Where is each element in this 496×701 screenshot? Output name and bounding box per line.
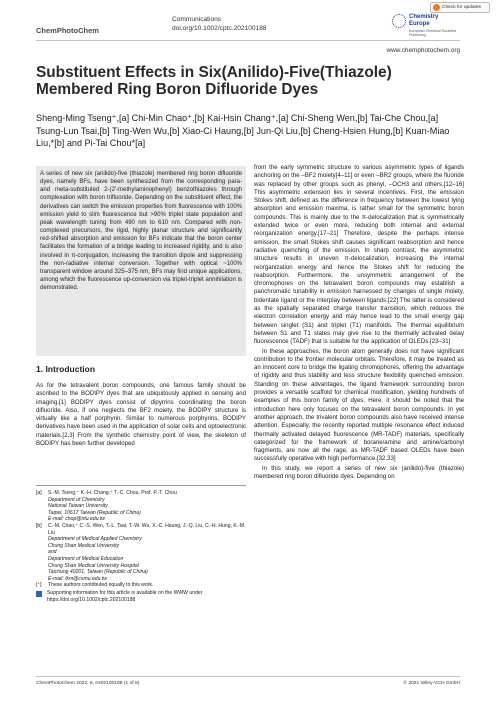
check-updates-label: Check for updates xyxy=(442,5,481,10)
affiliation-b-email[interactable]: E-mail: lkm@csmu.edu.tw xyxy=(48,575,107,582)
right-paragraph: In these approaches, the boron atom generally does not have significant contribution to the frontier molecular orbitals. Therefore, it may be treated as an innocent core to bridge the ligating chromophores, offering the advantage of rigidity and thus stability and less structure flexibility quenched emission. Standing on these advantages, the ligand framework surrounding boron provides a versatile scaffold for chemical modification, yielding hundreds of examples of this boron family of dyes. Here, it should be noted that the introduction here only focuses on the tetravalent boron compounds. In yet another approach, the trivalent boron compounds also have received intense attention. Especially, the recently reported multiple resonance effect induced thermally activated delayed fluorescence (MR-TADF) materials, specifically categorized for the framework of borane/amine and amine/carbonyl fragments, are now all the rage, as MR-TADF based OLEDs have been successfully operative with high performance.[32,33] xyxy=(254,347,464,463)
author-list: Sheng-Ming Tseng⁺,[a] Chi-Min Chao⁺,[b] Kai-Hsin Chang⁺,[a] Chi-Sheng Wen,[b] Tai-Che Chou,[a] Tsung-Lun Tsai,[b] Ting-Wen Wu,[b] Xiao-Ci Haung,[b] Jun-Qi Liu,[b] Cheng-Hsien Hung,[b] Kuan-Miao Liu,*[b] and Pi-Tai Chou*[a] xyxy=(36,113,450,149)
section-heading: 1. Introduction xyxy=(36,364,96,374)
affiliation-b-city: Taichung 40201, Taiwan (Republic of China) xyxy=(48,569,148,576)
publisher-logo xyxy=(392,14,462,37)
affiliation-b-dept2: Department of Medical Education xyxy=(48,555,124,562)
supporting-info-icon xyxy=(36,591,42,597)
abstract-text: A series of new six (anilido)-five (thiazole) membered ring boron difluoride dyes, namely BFs, have been synthesized from the corresponding para- and meta-substituted 2-(2′-methylaminophenyl) benzothiazoles through complexation with boron trifluoride. Depending on the substituent effect, the derivatives can switch the emission properties from fluorescence with 100% emission yield to slim fluorescence but >90% triplet state population and peak wavelength tuning from 490 nm to 610 nm. Compared with non-complexed precursors, the rigid, highly planar structure and significantly red-shifted absorption and emission for BFs indicate that the boron center facilitates the formation of a bridge leading to increased rigidity, and is also involved in π-conjugation, increasing the transition dipole and suppressing the non-radiative internal conversion. Together with optical ~100% transparent window around 325–375 nm, BFs may find unique applications, among which the fluorescence up-conversion via triplet-triplet annihilation is demonstrated. xyxy=(40,171,242,292)
affiliation-a-label: [a] xyxy=(36,490,42,496)
affiliation-b-dept1: Department of Medical Applied Chemistry xyxy=(48,536,142,543)
affiliation-b-univ1: Chung Shan Medical University xyxy=(48,542,120,549)
journal-name: ChemPhotoChem xyxy=(36,26,99,35)
right-paragraph: In this study, we report a series of new six (anilido)-five (thiazole) membered ring boron difluoride dyes. Depending on xyxy=(254,464,464,480)
footer-citation: ChemPhotoChem 2022, 6, e202100188 (1 of 8) xyxy=(36,681,140,686)
footer-copyright: © 2021 Wiley-VCH GmbH xyxy=(403,681,460,686)
affiliations-divider xyxy=(36,485,246,486)
affiliation-b-hosp: Chung Shan Medical University Hospital xyxy=(48,562,139,569)
affiliation-b-label: [b] xyxy=(36,522,42,529)
intro-right-column xyxy=(254,164,464,482)
affiliation-a-names: S.-M. Tseng,⁺ K.-H. Chang,⁺ T.-C. Chou, Prof. P.-T. Chou xyxy=(48,490,177,496)
affiliation-a-univ: National Taiwan University xyxy=(48,503,108,510)
intro-paragraph: As for the tetravalent boron compounds, one famous family should be ascribed to the BODIPY dyes that are ubiquitously applied in sensing and imaging.[1] BODIPY dyes consist of dipyrrins coordinating the boron difluoride. Also, if one neglects the BF2 moiety, the BODIPY structure is virtually like a half porphyrin. Similar to numerous porphyrins, BODIPY derivatives have been used in the application of solar cells and optoelectronic materials.[2,3] From the synthetic chemistry point of view, the skeleton of BODIPY has been further developed xyxy=(36,382,246,448)
intro-left-column xyxy=(36,382,246,448)
affiliation-a-dept: Department of Chemistry xyxy=(48,496,105,503)
publisher-line2: Europe xyxy=(409,21,430,27)
supporting-info-note[interactable]: Supporting information for this article is available on the WWW under https://doi.org/10.1002/cptc.202100188 xyxy=(47,589,203,603)
equal-contribution-label: [⁺] xyxy=(36,582,42,589)
equal-contribution-note: These authors contributed equally to this work. xyxy=(48,582,154,589)
publisher-subtitle: European Chemical Societies Publishing xyxy=(409,29,457,38)
header-divider xyxy=(36,40,460,41)
eu-stars-icon xyxy=(392,14,406,28)
page-header xyxy=(0,0,496,40)
journal-website[interactable]: www.chemphotochem.org xyxy=(386,47,460,54)
affiliations xyxy=(36,490,246,603)
footer-divider xyxy=(36,676,460,677)
doi-link[interactable]: doi.org/10.1002/cptc.202100188 xyxy=(172,25,267,32)
right-paragraph: from the early symmetric structure to various asymmetric types of ligands anchoring on the –BF2 moiety[4–11] or even –BR2 groups, where the fluoride was replaced by other groups such as phenyl, –OCH3 and others.[12–16] This asymmetric extension lies in several incentives. First, the emission Stokes shift, defined as the difference in frequency between the lowest lying absorption and emission maxima, is rather small for the symmetric boron compounds. This is mainly due to the π-delocalization that is symmetrically extended twice or even more, reducing both internal and external reorganization energy.[17–21] Therefore, despite the perhaps intense emission, the small Stokes shift causes significant reabsorption and hence radiative quenching of the emission. In sharp contrast, the asymmetric structure results in uneven π-delocalization, increasing the internal reorganization energy and hence the Stokes shift for reducing the reabsorption. Furthermore, the unsymmetric arrangement of the chromophores on the tetravalent boron compounds may establish a panchromatic tunability in emission harnessed by changes of single moiety, bidentate ligand or the interplay between ligands.[22] The latter is considered as the spatially separated charge transfer transition, which reduces the electron correlation energy and may hence lead to the small energy gap between singlet (S1) and triplet (T1) manifolds. The thermal equilibrium between S1 and T1 states may give rise to the thermally activated delay fluorescence (TADF) that is suitable for the application of OLEDs.[23–31] xyxy=(254,164,464,346)
affiliation-b-names: C.-M. Chao,⁺ C.-S. Wen, T.-L. Tsai, T.-W. Wu, X.-C. Haung, J.-Q. Liu, C.-H. Hung, K.-M. Liu xyxy=(48,522,246,536)
check-updates-button[interactable] xyxy=(430,2,490,13)
article-title: Substituent Effects in Six(Anilido)-Five(Thiazole) Membered Ring Boron Difluoride Dyes xyxy=(36,64,392,98)
affiliation-b-and: and xyxy=(48,549,57,556)
abstract-box xyxy=(36,166,246,356)
affiliation-a-email[interactable]: E-mail: chop@ntu.edu.tw xyxy=(48,516,105,523)
update-icon xyxy=(433,4,440,11)
publisher-line1: Chemistry xyxy=(409,14,439,20)
affiliation-a-city: Taipei, 10617 Taiwan (Republic of China) xyxy=(48,509,141,516)
article-type: Communications xyxy=(172,16,222,23)
